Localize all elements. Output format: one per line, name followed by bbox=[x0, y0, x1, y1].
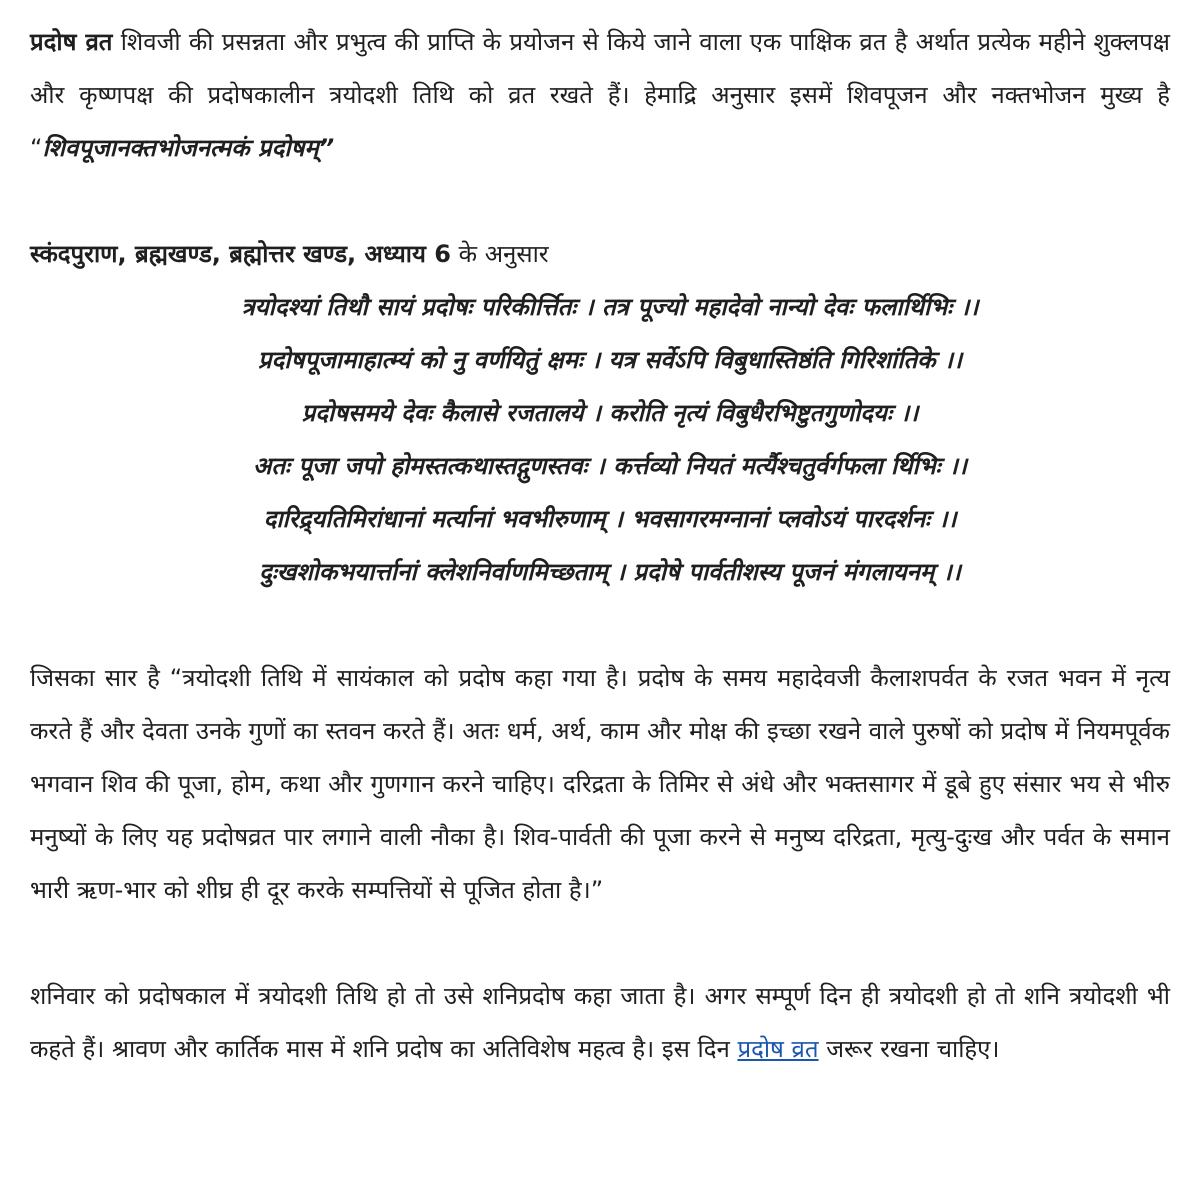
shani-text: शनिवार को प्रदोषकाल में त्रयोदशी तिथि हो तो उसे शनिप्रदोष कहा जाता है। अगर सम्पूर्ण दिन ही त्रयोदशी हो तो शनि त्रयोदशी भी कहते हैं। श्रावण और कार्तिक मास में शनि प्रदोष का अतिविशेष महत्व है। इस दिन bbox=[30, 982, 1170, 1063]
shloka-line: प्रदोषपूजामाहात्म्यं को नु वर्णयितुं क्षमः । यत्र सर्वेऽपि विबुधास्तिष्ठंति गिरिशांतिके ।। bbox=[257, 346, 963, 374]
spacer bbox=[30, 917, 1170, 970]
source-title: स्कंदपुराण, ब्रह्मखण्ड, ब्रह्मोत्तर खण्ड, अध्याय 6 bbox=[30, 240, 451, 268]
intro-paragraph bbox=[30, 16, 1170, 175]
shloka-line: दारिद्र्यतिमिरांधानां मर्त्यानां भवभीरुणाम् । भवसागरमग्नानां प्लवोऽयं पारदर्शनः ।। bbox=[263, 505, 957, 533]
source-reference bbox=[30, 228, 1170, 281]
shloka-line: प्रदोषसमये देवः कैलासे रजतालये । करोति नृत्यं विबुधैरभिष्टुतगुणोदयः ।। bbox=[301, 399, 919, 427]
shloka-line: त्रयोदश्यां तिथौ सायं प्रदोषः परिकीर्त्तितः । तत्र पूज्यो महादेवो नान्यो देवः फलार्थिभिः ।। bbox=[241, 293, 979, 321]
shani-text-end: जरूर रखना चाहिए। bbox=[818, 1035, 1000, 1063]
shloka-line: अतः पूजा जपो होमस्तत्कथास्तद्गुणस्तवः । कर्त्तव्यो नियतं मर्त्यैश्चतुर्वर्गफला र्थिभिः ।। bbox=[252, 452, 967, 480]
source-suffix: के अनुसार bbox=[451, 240, 549, 268]
spacer bbox=[30, 599, 1170, 652]
pradosh-vrat-link[interactable]: प्रदोष व्रत bbox=[737, 1035, 819, 1063]
intro-term: प्रदोष व्रत bbox=[30, 28, 113, 56]
summary-paragraph: जिसका सार है “त्रयोदशी तिथि में सायंकाल को प्रदोष कहा गया है। प्रदोष के समय महादेवजी कैलाशपर्वत के रजत भवन में नृत्य करते हैं और देवता उनके गुणों का स्तवन करते हैं। अतः धर्म, अर्थ, काम और मोक्ष की इच्छा रखने वाले पुरुषों को प्रदोष में नियमपूर्वक भगवान शिव की पूजा, होम, कथा और गुणगान करने चाहिए। दरिद्रता के तिमिर से अंधे और भक्तसागर में डूबे हुए संसार भय से भीरु मनुष्यों के लिए यह प्रदोषव्रत पार लगाने वाली नौका है। शिव-पार्वती की पूजा करने से मनुष्य दरिद्रता, मृत्यु-दुःख और पर्वत के समान भारी ऋण-भार को शीघ्र ही दूर करके सम्पत्तियों से पूजित होता है।” bbox=[30, 664, 1170, 904]
intro-quote: शिवपूजानक्तभोजनत्मकं प्रदोषम् bbox=[42, 134, 319, 162]
shloka-line: दुःखशोकभयार्त्तानां क्लेशनिर्वाणमिच्छताम् । प्रदोषे पार्वतीशस्य पूजनं मंगलायनम् ।। bbox=[259, 558, 961, 586]
shloka-list bbox=[30, 281, 1170, 599]
shani-paragraph bbox=[30, 970, 1170, 1076]
intro-quote-close: ” bbox=[318, 134, 335, 162]
spacer bbox=[30, 175, 1170, 228]
intro-text: शिवजी की प्रसन्नता और प्रभुत्व की प्राप्ति के प्रयोजन से किये जाने वाला एक पाक्षिक व्रत है अर्थात प्रत्येक महीने शुक्लपक्ष और कृष्णपक्ष की प्रदोषकालीन त्रयोदशी तिथि को व्रत रखते हैं। हेमाद्रि अनुसार इसमें शिवपूजन और नक्तभोजन मुख्य है “ bbox=[30, 28, 1170, 162]
